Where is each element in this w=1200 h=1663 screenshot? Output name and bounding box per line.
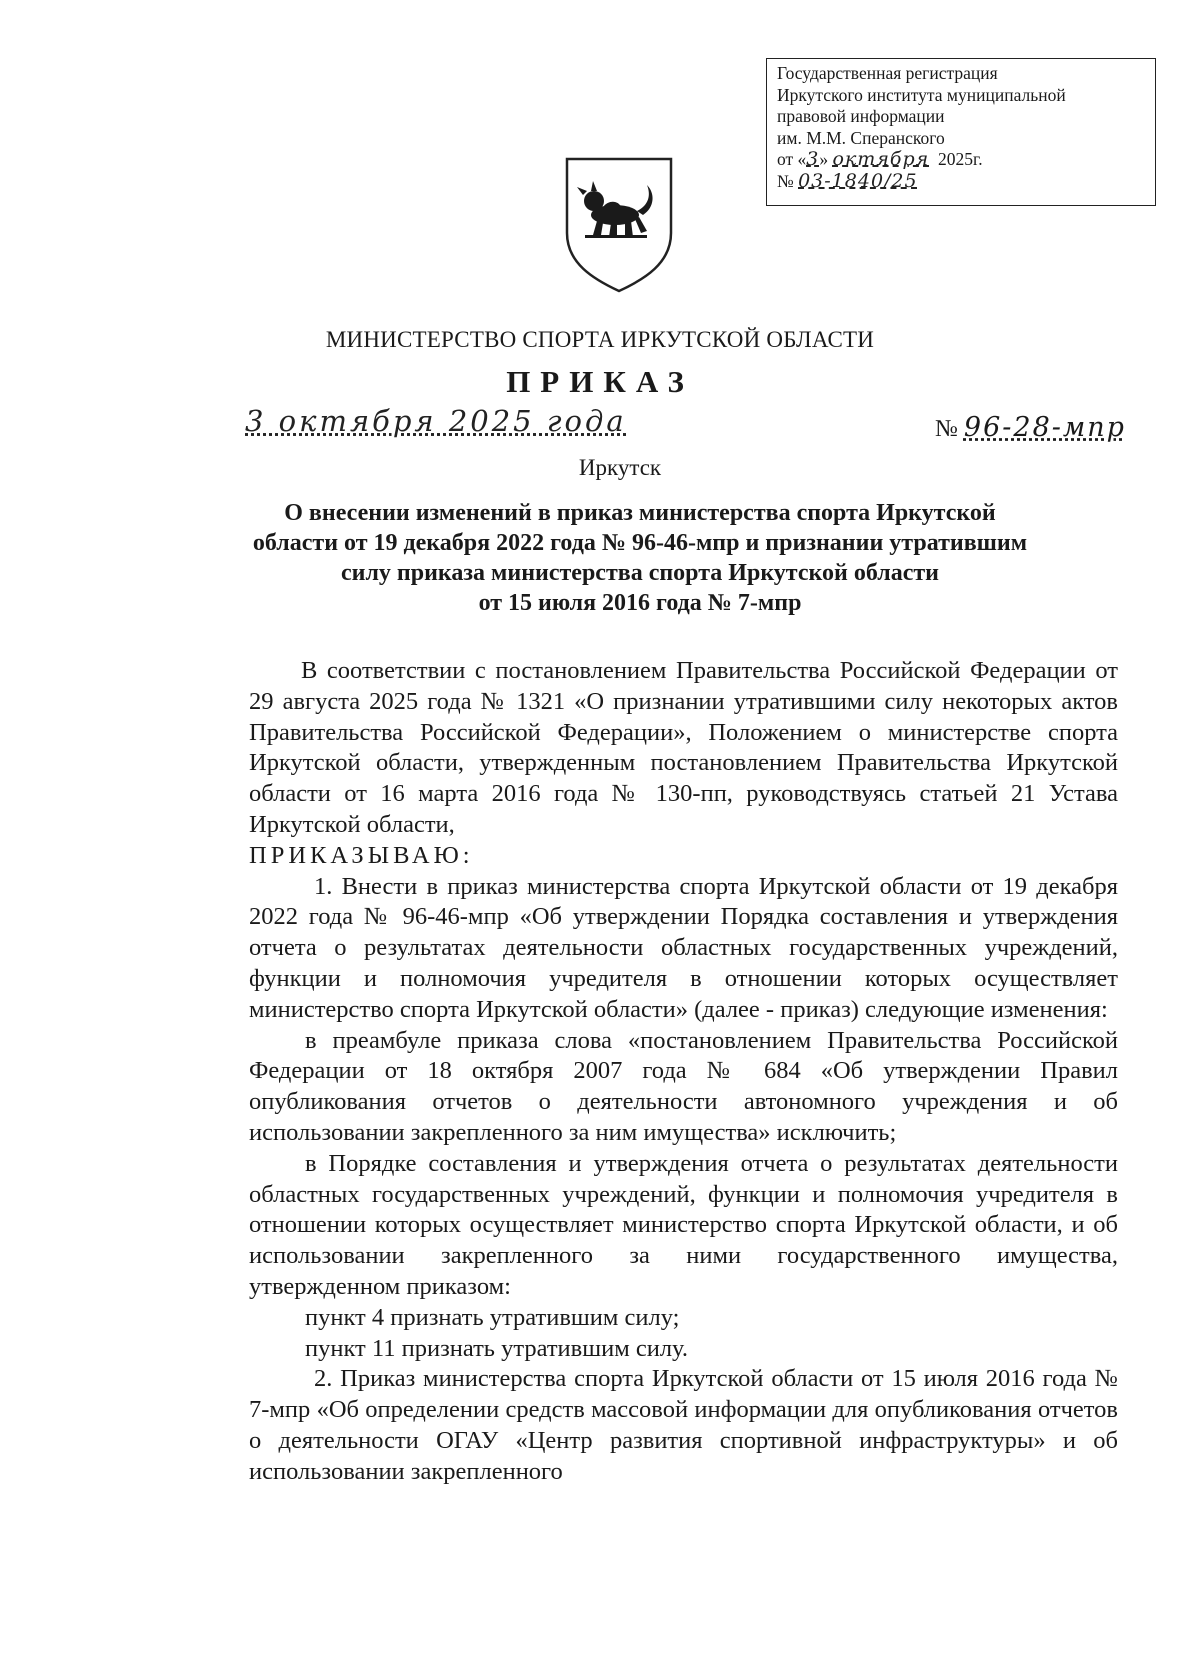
stamp-line-2: Иркутского института муниципальной: [777, 84, 1066, 105]
order-number-value: 96-28-мпр: [963, 412, 1126, 443]
stamp-date-mid: »: [819, 149, 829, 169]
stamp-line-3: правовой информации: [777, 106, 945, 126]
stamp-date-month: октября: [832, 148, 930, 170]
coat-of-arms-icon: [563, 155, 675, 295]
paragraph-point-4: пункт 4 признать утратившим силу;: [305, 1303, 680, 1331]
stamp-line-1: Государственная регистрация: [777, 63, 998, 83]
document-title: [200, 498, 1080, 618]
title-line-2: области от 19 декабря 2022 года № 96-46-мпр и признании утратившим: [252, 530, 1028, 556]
order-number: [935, 412, 1126, 443]
ministry-name: МИНИСТЕРСТВО СПОРТА ИРКУТСКОЙ ОБЛАСТИ: [325, 327, 875, 352]
paragraph-point-11: пункт 11 признать утратившим силу.: [305, 1334, 688, 1362]
paragraph-preamble-change: в преамбуле приказа слова «постановлением Правительства Российской Федерации от 18 октября 2007 года № 684 «Об утверждении Правил опубликования отчетов о деятельности автономного учреждения и об использовании закрепленного за ним имущества» исключить;: [249, 1026, 1118, 1146]
document-body: [249, 656, 1118, 1488]
stamp-number-prefix: №: [777, 170, 794, 191]
order-date: 3 октября 2025 года: [245, 404, 627, 438]
stamp-date-line: [777, 149, 1149, 171]
order-number-prefix: №: [935, 416, 958, 442]
title-line-3: силу приказа министерства спорта Иркутской области: [340, 560, 940, 586]
stamp-date-year: 2025г.: [938, 149, 983, 169]
stamp-line-4: им. М.М. Сперанского: [777, 127, 945, 148]
paragraph-item-2: 2. Приказ министерства спорта Иркутской области от 15 июля 2016 года № 7-мпр «Об определении средств массовой информации для опубликования отчетов о деятельности ОГАУ «Центр развития спортивной инфраструктуры» и об использовании закрепленного: [249, 1365, 1118, 1485]
stamp-number-value: 03-1840/25: [798, 169, 918, 192]
stamp-date-prefix: от «: [777, 149, 807, 169]
stamp-date-day: 3: [806, 148, 820, 170]
document-type: ПРИКАЗ: [506, 364, 694, 399]
title-line-4: от 15 июля 2016 года № 7-мпр: [478, 590, 802, 616]
paragraph-preamble: В соответствии с постановлением Правительства Российской Федерации от 29 августа 2025 года № 1321 «О признании утратившими силу некоторых актов Правительства Российской Федерации», Положением о министерстве спорта Иркутской области, утвержденным постановлением Правительства Иркутской области от 16 марта 2016 года № 130-пп, руководствуясь статьей 21 Устава Иркутской области,: [249, 657, 1118, 838]
order-word: ПРИКАЗЫВАЮ:: [249, 841, 474, 869]
city: Иркутск: [578, 455, 662, 480]
paragraph-procedure-change: в Порядке составления и утверждения отчета о результатах деятельности областных государственных учреждений, функции и полномочия учредителя в отношении которых осуществляет министерство спорта Иркутской области, и об использовании закрепленного за ними государственного имущества, утвержденном приказом:: [249, 1149, 1118, 1300]
registration-stamp: [766, 58, 1156, 206]
paragraph-item-1: 1. Внести в приказ министерства спорта Иркутской области от 19 декабря 2022 года № 96-46-мпр «Об утверждении Порядка составления и утверждения отчета о результатах деятельности областных государственных учреждений, функции и полномочия учредителя в отношении которых осуществляет министерство спорта Иркутской области» (далее - приказ) следующие изменения:: [249, 872, 1118, 1023]
stamp-number-line: [777, 171, 1149, 193]
title-line-1: О внесении изменений в приказ министерства спорта Иркутской: [284, 500, 996, 526]
